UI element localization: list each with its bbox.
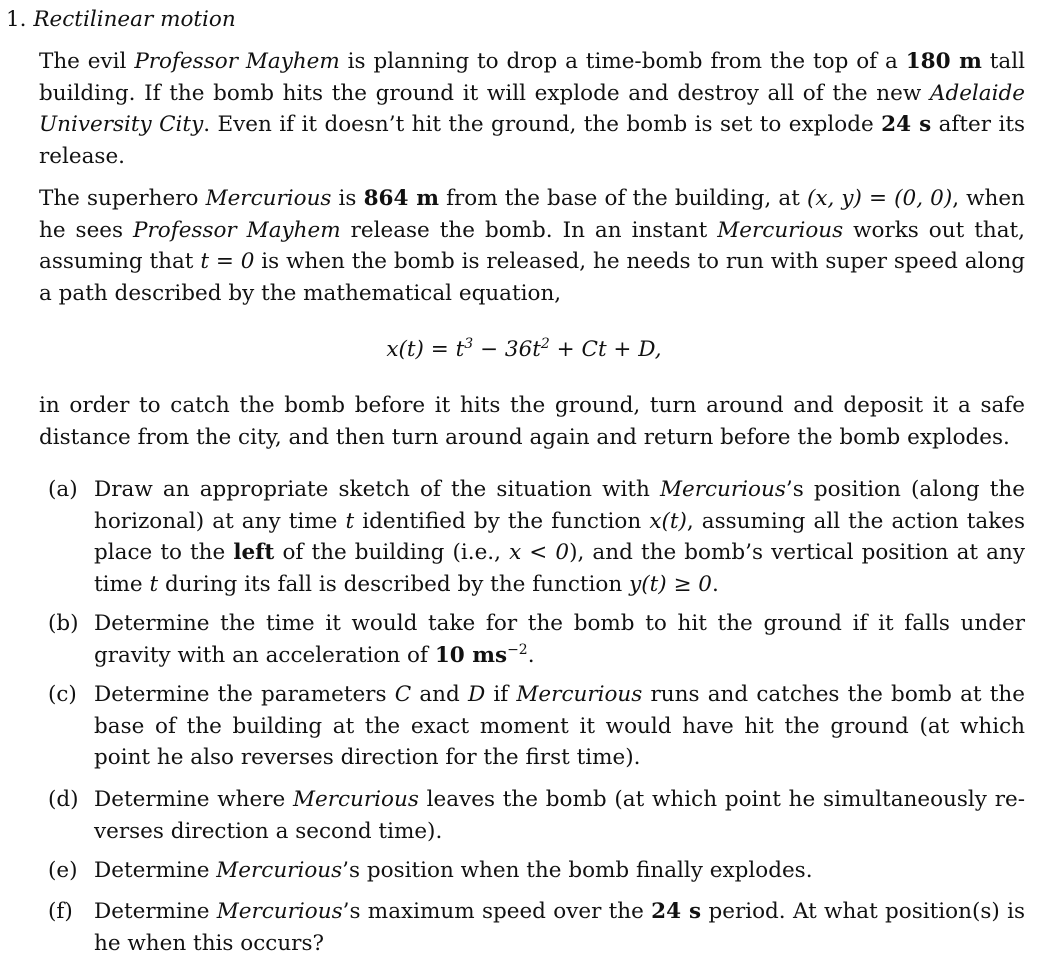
italic-text: Mercurious: [216, 858, 343, 883]
italic-text: y(t) ≥ 0: [629, 571, 712, 597]
part-label: (c): [48, 682, 77, 707]
superscript: 3: [464, 336, 474, 352]
italic-text: D: [467, 682, 486, 707]
bold-text: 24 s: [881, 112, 932, 137]
italic-text: C: [394, 682, 412, 707]
bold-text: 864 m: [363, 186, 439, 211]
italic-text: Mercurious: [292, 787, 419, 812]
part-item: [48, 784, 1025, 847]
part-text: Determine where Mercurious leaves the bomb (at which point he simultaneously re-verses direction a second time).: [94, 787, 1025, 844]
italic-text: Adelaide University City: [39, 80, 1025, 137]
italic-text: (x, y) = (0, 0): [806, 186, 953, 211]
part-label: (f): [48, 899, 73, 924]
italic-text: Professor Mayhem: [133, 217, 341, 243]
part-label: (b): [48, 611, 79, 636]
part-label: (d): [48, 787, 79, 812]
bold-text: left: [233, 540, 275, 565]
superscript: −2: [507, 641, 528, 658]
part-label: (a): [48, 477, 78, 502]
part-item: [48, 896, 1025, 959]
problem-heading: [6, 4, 236, 36]
part-text: Determine Mercurious’s maximum speed over the 24 s period. At what position(s) is he when this occurs?: [94, 899, 1025, 956]
part-text: Draw an appropriate sketch of the situation with Mercurious’s position (along the horizonal) at any time t identified by the function x(t), assuming all the action takes place to the left of the building (i.e., x < 0), and the bomb’s vertical position at any time t during its fall is described by the function y(t) ≥ 0.: [94, 477, 1026, 597]
part-item: [48, 679, 1025, 774]
italic-text: Mercurious: [216, 899, 343, 924]
problem-number: 1.: [6, 7, 27, 32]
superscript: 2: [540, 336, 550, 352]
italic-text: Mercurious: [660, 477, 786, 502]
italic-text: t: [345, 508, 355, 534]
part-text: Determine the parameters C and D if Mercurious runs and catches the bomb at the base of the building at the exact moment it would have hit the ground (at which point he also reverses direction for the first time).: [94, 682, 1025, 770]
part-label: (e): [48, 858, 78, 883]
part-item: [48, 474, 1025, 600]
italic-text: t: [149, 571, 159, 597]
motion-equation: $x(t) = t^3 - 36t^2 + Ct + D$,: [386, 336, 662, 362]
part-text: Determine Mercurious’s position when the bomb finally explodes.: [94, 858, 813, 883]
italic-text: t = 0: [200, 249, 255, 274]
part-text: Determine the time it would take for the bomb to hit the ground if it falls under gravity with an acceleration of 10 $ms^{-2}$.: [94, 611, 1025, 668]
italic-text: x < 0: [509, 540, 570, 565]
italic-text: Mercurious: [717, 217, 844, 243]
part-item: [48, 608, 1025, 671]
bold-text: 180 m: [905, 49, 982, 74]
italic-text: Mercurious: [516, 682, 643, 707]
bold-text: 10 ms: [434, 642, 508, 668]
italic-text: Professor Mayhem: [134, 49, 340, 74]
bold-text: 24 s: [651, 899, 702, 924]
italic-text: x(t): [649, 508, 687, 534]
intro-paragraph: The evil Professor Mayhem is planning to drop a time-bomb from the top of a 180 m tall building. If the bomb hits the ground it will explode and destroy all of the new Adelaide University City. Even if it doesn’t hit the ground, the bomb is set to explode 24 s after its release.: [39, 49, 1025, 169]
part-item: [48, 855, 1025, 887]
superhero-paragraph: The superhero Mercurious is 864 m from the base of the building, at (x, y) = (0, 0), when he sees Professor Mayhem release the bomb. In an instant Mercurious works out that, assuming that t = 0 is when the bomb is released, he needs to run with super speed along a path described by the mathematical equation,: [39, 186, 1026, 306]
problem-title: Rectilinear motion: [33, 7, 236, 32]
italic-text: Mercurious: [205, 186, 332, 211]
objective-paragraph: in order to catch the bomb before it hits the ground, turn around and deposit it a safe distance from the city, and then turn around again and return before the bomb explodes.: [39, 393, 1025, 450]
